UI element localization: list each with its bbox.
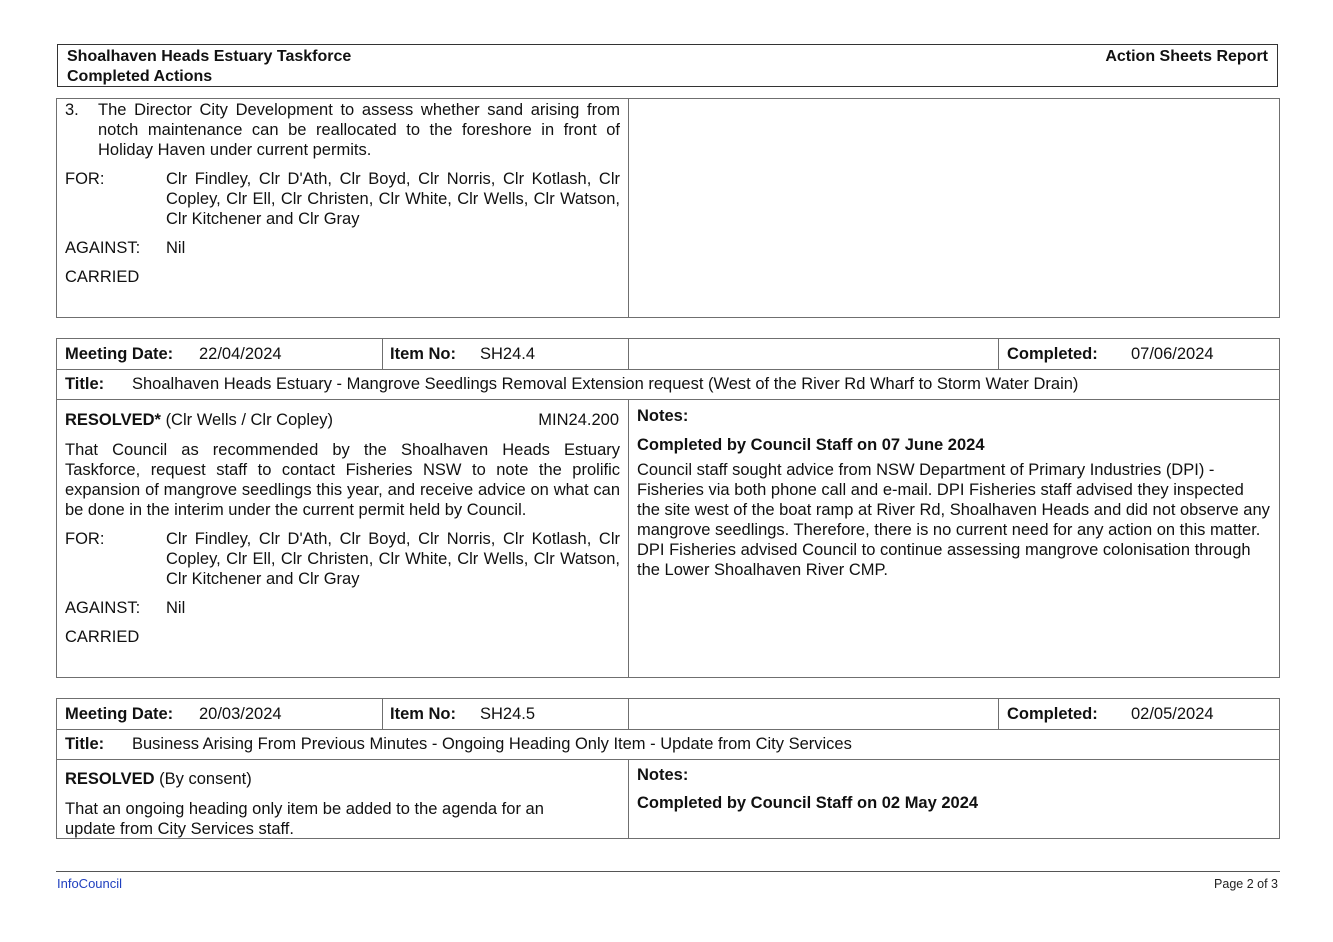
- title-label: Title:: [65, 735, 105, 753]
- carried-label: CARRIED: [65, 628, 140, 646]
- for-list: Clr Findley, Clr D'Ath, Clr Boyd, Clr Norris, Clr Kotlash, Clr Copley, Clr Ell, Clr Christen, Clr White, Clr Wells, Clr Watson, Clr Kitchener and Clr Gray: [166, 530, 620, 588]
- item-no-value: SH24.5: [480, 705, 536, 723]
- item-no-label: Item No:: [390, 345, 456, 363]
- resolution-text: That an ongoing heading only item be added to the agenda for an update from City Services staff.: [65, 800, 544, 838]
- action-title: Business Arising From Previous Minutes - Ongoing Heading Only Item - Update from City Services: [132, 735, 852, 753]
- action-block-sh24-5: [56, 698, 1280, 839]
- against-value: Nil: [166, 239, 186, 257]
- header-org: Shoalhaven Heads Estuary Taskforce: [67, 48, 352, 65]
- header-report-name: Action Sheets Report: [1105, 48, 1268, 65]
- resolved-label: RESOLVED: [65, 770, 155, 788]
- resolution-item-text: The Director City Development to assess whether sand arising from notch maintenance can be reallocated to the foreshore in front of Holiday Haven under current permits.: [98, 101, 620, 159]
- footer-rule: [56, 871, 1280, 872]
- footer-brand: InfoCouncil: [57, 876, 123, 891]
- resolved-label: RESOLVED*: [65, 411, 161, 429]
- against-label: AGAINST:: [65, 599, 141, 617]
- notes-heading: Completed by Council Staff on 07 June 2024: [637, 436, 985, 454]
- notes-label: Notes:: [637, 407, 689, 425]
- minute-number: MIN24.200: [538, 411, 619, 429]
- report-header: [57, 44, 1278, 87]
- meeting-date-label: Meeting Date:: [65, 705, 174, 723]
- notes-label: Notes:: [637, 766, 689, 784]
- action-title: Shoalhaven Heads Estuary - Mangrove Seedlings Removal Extension request (West of the River Rd Wharf to Storm Water Drain): [132, 375, 1079, 393]
- carried-label: CARRIED: [65, 268, 140, 286]
- completed-label: Completed:: [1007, 345, 1098, 363]
- resolved-heading: [65, 411, 333, 430]
- resolution-number: 3.: [65, 101, 79, 119]
- continued-action-block: [56, 98, 1280, 318]
- resolved-movers: (By consent): [159, 770, 252, 788]
- item-no-label: Item No:: [390, 705, 456, 723]
- resolved-movers: (Clr Wells / Clr Copley): [165, 411, 334, 429]
- against-value: Nil: [166, 599, 186, 617]
- action-block-sh24-4: [56, 338, 1280, 678]
- item-no-value: SH24.4: [480, 345, 536, 363]
- meeting-date-value: 22/04/2024: [199, 345, 282, 363]
- for-label: FOR:: [65, 170, 105, 188]
- notes-text: Council staff sought advice from NSW Department of Primary Industries (DPI) - Fisheries via both phone call and e-mail. DPI Fisheries staff advised they inspected the site west of the boat ramp at River Rd, Shoalhaven Heads and did not observe any mangrove seedlings. Therefore, there is no current need for any action on this matter. DPI Fisheries advised Council to continue assessing mangrove colonisation through the Lower Shoalhaven River CMP.: [637, 461, 1270, 579]
- for-label: FOR:: [65, 530, 105, 548]
- meeting-date-value: 20/03/2024: [199, 705, 282, 723]
- footer-page-number: Page 2 of 3: [1214, 877, 1278, 891]
- for-list: Clr Findley, Clr D'Ath, Clr Boyd, Clr Norris, Clr Kotlash, Clr Copley, Clr Ell, Clr Christen, Clr White, Clr Wells, Clr Watson, Clr Kitchener and Clr Gray: [166, 170, 620, 228]
- completed-date: 02/05/2024: [1131, 705, 1214, 723]
- resolution-text: That Council as recommended by the Shoalhaven Heads Estuary Taskforce, request staff to contact Fisheries NSW to note the prolific expansion of mangrove seedlings this year, and receive advice on what can be done in the interim under the current permit held by Council.: [65, 441, 620, 519]
- resolved-heading: [65, 770, 252, 789]
- completed-label: Completed:: [1007, 705, 1098, 723]
- header-subtitle: Completed Actions: [67, 68, 213, 85]
- title-label: Title:: [65, 375, 105, 393]
- meeting-date-label: Meeting Date:: [65, 345, 174, 363]
- completed-date: 07/06/2024: [1131, 345, 1214, 363]
- notes-heading: Completed by Council Staff on 02 May 2024: [637, 794, 979, 812]
- against-label: AGAINST:: [65, 239, 141, 257]
